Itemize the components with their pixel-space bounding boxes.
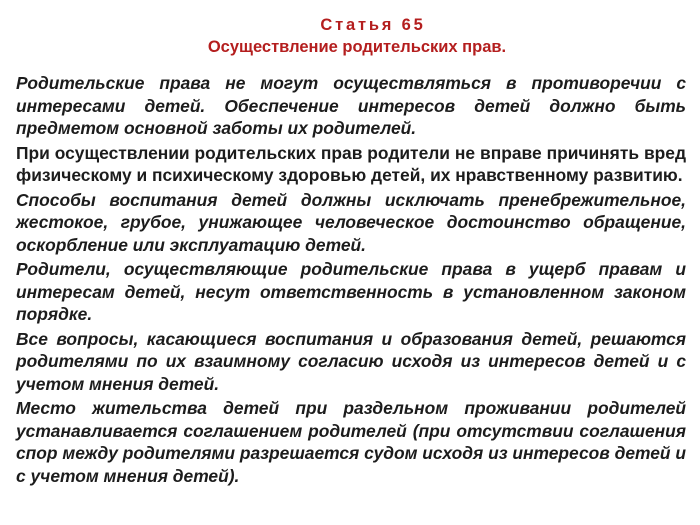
article-body	[16, 72, 686, 487]
heading-block	[16, 0, 686, 58]
article-number: Статья 65	[320, 16, 426, 34]
paragraph-upbringing-methods: Способы воспитания детей должны исключать пренебрежительное, жестокое, грубое, унижающее человеческое достоинство обращение, оскорбление или эксплуатацию детей.	[16, 189, 686, 255]
paragraph-parental-rights-interests: Родительские права не могут осуществляться в противоречии с интересами детей. Обеспечение интересов детей должно быть предметом основной заботы их родителей.	[16, 73, 686, 138]
paragraph-responsibility: Родители, осуществляющие родительские права в ущерб правам и интересам детей, несут ответственность в установленном законом порядке.	[16, 259, 686, 324]
paragraph-mutual-consent: Все вопросы, касающиеся воспитания и образования детей, решаются родителями по их взаимному согласию исходя из интересов детей и с учетом мнения детей.	[16, 328, 686, 394]
paragraph-residence: Место жительства детей при раздельном проживании родителей устанавливается соглашением родителей (при отсутствии соглашения спор между родителями разрешается судом исходя из интересов детей и с учетом мнения детей).	[16, 398, 686, 486]
paragraph-no-harm: При осуществлении родительских прав родители не вправе причинять вред физическому и психическому здоровью детей, их нравственному развитию.	[16, 142, 686, 185]
article-title: Осуществление родительских прав.	[207, 38, 507, 56]
